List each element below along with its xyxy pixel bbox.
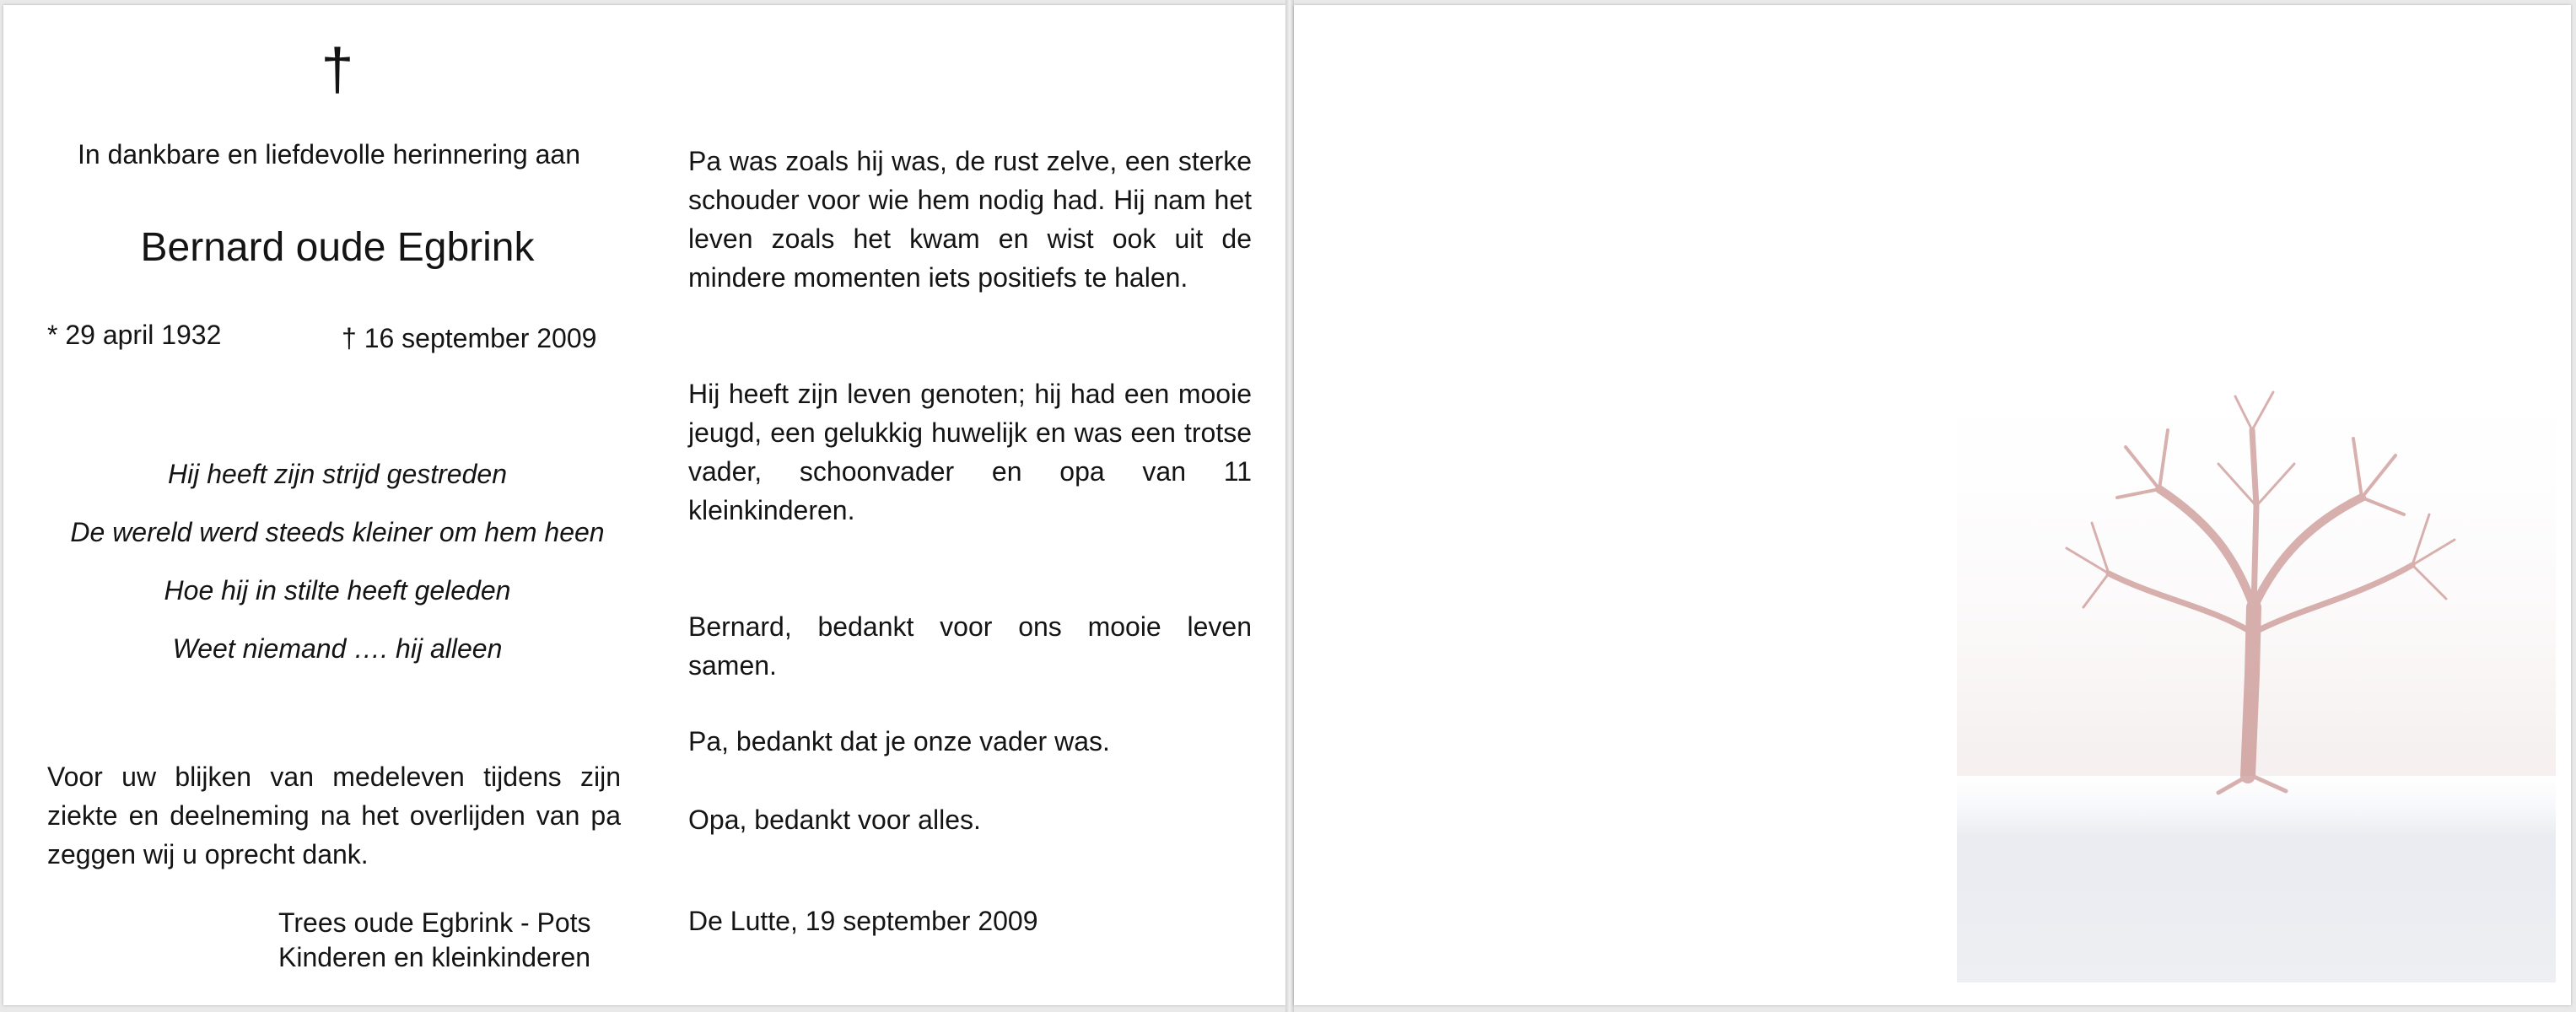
poem-line: Hoe hij in stilte heeft geleden	[164, 575, 511, 606]
poem	[34, 445, 641, 678]
paragraph-character: Pa was zoals hij was, de rust zelve, een sterke schouder voor wie hem nodig had. Hij nam het leven zoals het kwam en wist ook uit de mindere momenten iets positiefs te halen.	[688, 146, 1252, 293]
poem-line: Weet niemand …. hij alleen	[172, 633, 503, 664]
deceased-name: Bernard oude Egbrink	[140, 225, 535, 270]
paragraph-life: Hij heeft zijn leven genoten; hij had een mooie jeugd, een gelukkig huwelijk en was een trotse vader, schoonvader en opa van 11 kleinkinderen.	[688, 379, 1252, 525]
thanks-paragraph: Voor uw blijken van medeleven tijdens zijn ziekte en deelneming na het overlijden van pa zeggen wij u oprecht dank.	[47, 762, 621, 869]
paragraph-thanks-bernard: Bernard, bedankt voor ons mooie leven samen.	[688, 611, 1252, 681]
poem-line: Hij heeft zijn strijd gestreden	[168, 459, 507, 489]
place-date: De Lutte, 19 september 2009	[688, 906, 1038, 936]
signature-family: Trees oude Egbrink - Pots	[278, 907, 591, 938]
thanks-grandpa-line: Opa, bedankt voor alles.	[688, 805, 981, 835]
cross-icon: †	[321, 36, 354, 102]
intro-text: In dankbare en liefdevolle herinnering aan	[78, 139, 580, 170]
thanks-father-line: Pa, bedankt dat je onze vader was.	[688, 726, 1110, 756]
birth-date: * 29 april 1932	[47, 320, 222, 350]
poem-line: De wereld werd steeds kleiner om hem heen	[70, 517, 605, 547]
death-date: † 16 september 2009	[342, 323, 597, 353]
ground	[1957, 759, 2556, 982]
signature-children: Kinderen en kleinkinderen	[278, 942, 591, 972]
tree-illustration	[1957, 354, 2556, 982]
card-fold	[1285, 0, 1294, 1012]
